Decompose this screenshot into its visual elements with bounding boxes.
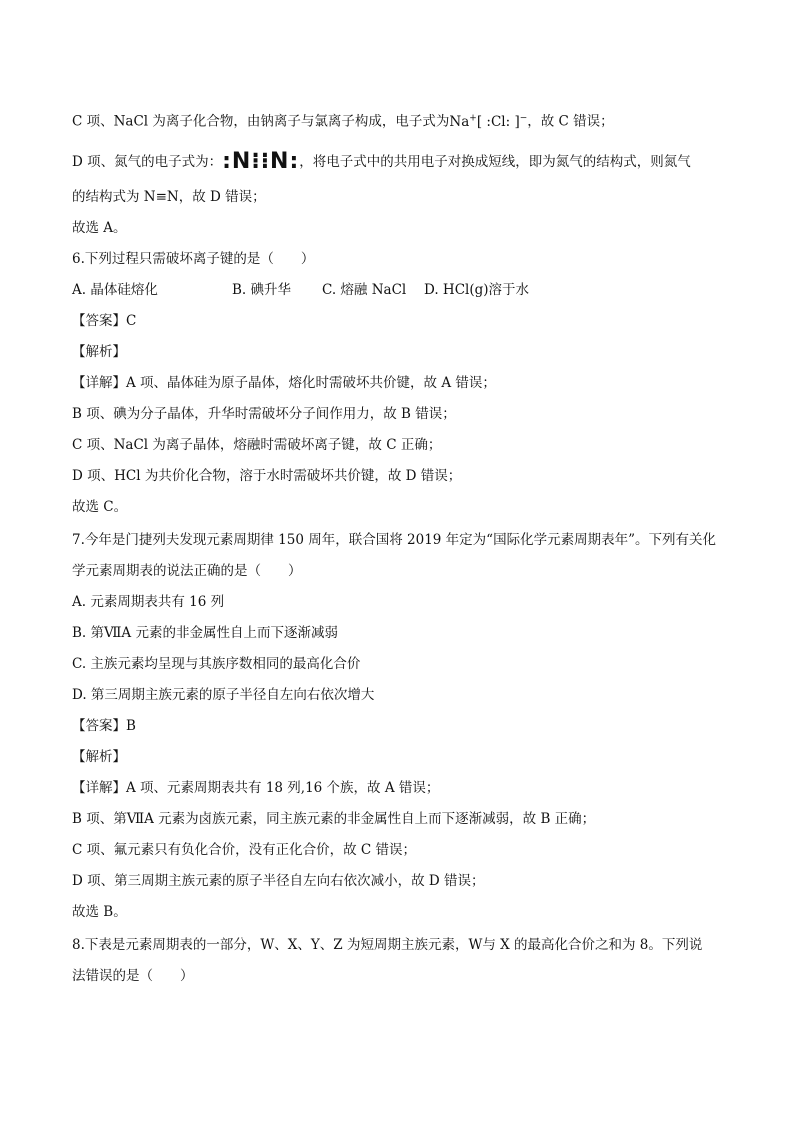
- text: ，故 C 错误；: [527, 113, 614, 130]
- question-6: 6.下列过程只需破坏离子键的是（ ）: [72, 251, 315, 267]
- text-line: 故选 C。: [72, 499, 128, 515]
- text-line: B 项、第ⅦA 元素为卤族元素，同主族元素的非金属性自上而下逐渐减弱，故 B 正确；: [72, 811, 596, 827]
- text-line: 【详解】A 项、元素周期表共有 18 列,16 个族，故 A 错误；: [72, 780, 440, 796]
- na-charge: +: [469, 113, 477, 123]
- text: ，将电子式中的共用电子对换成短线，即为氮气的结构式，则氮气: [299, 154, 691, 170]
- option-a: A. 元素周期表共有 16 列: [72, 594, 225, 610]
- cl-charge: −: [519, 113, 528, 123]
- text-line: 【详解】A 项、晶体硅为原子晶体，熔化时需破坏共价键，故 A 错误；: [72, 375, 496, 391]
- paragraph-n2-d: [72, 150, 691, 172]
- option-b: B. 第ⅦA 元素的非金属性自上而下逐渐减弱: [72, 625, 338, 641]
- text-line: D 项、第三周期主族元素的原子半径自左向右依次减小，故 D 错误；: [72, 873, 485, 889]
- text-line: 法错误的是（ ）: [72, 968, 194, 984]
- option-d: D. 第三周期主族元素的原子半径自左向右依次增大: [72, 687, 375, 703]
- text: C 项、NaCl 为离子化合物，由钠离子与氯离子构成，电子式为: [72, 113, 450, 130]
- text-line: 故选 B。: [72, 904, 127, 920]
- n2-electron-formula: :N⁝⁝N:: [222, 149, 300, 174]
- text-line: 故选 A。: [72, 220, 127, 236]
- text-line: B 项、碘为分子晶体，升华时需破坏分子间作用力，故 B 错误；: [72, 406, 456, 422]
- right-bracket: ]: [510, 113, 520, 130]
- nacl-electron-formula: [449, 114, 527, 130]
- option-c: C. 熔融 NaCl: [322, 282, 407, 298]
- text-line: C 项、NaCl 为离子晶体，熔融时需破坏离子键，故 C 正确；: [72, 437, 442, 453]
- text-line: 学元素周期表的说法正确的是（ ）: [72, 563, 302, 579]
- option-c: C. 主族元素均呈现与其族序数相同的最高化合价: [72, 656, 361, 672]
- text-line: C 项、氟元素只有负化合价，没有正化合价，故 C 错误；: [72, 842, 417, 858]
- text-line: D 项、HCl 为共价化合物，溶于水时需破坏共价键，故 D 错误；: [72, 468, 462, 484]
- option-d: D. HCl(g)溶于水: [424, 282, 530, 298]
- question-8: 8.下表是元素周期表的一部分，W、X、Y、Z 为短周期主族元素，W与 X 的最高化合价之和为 8。下列说: [72, 937, 703, 953]
- na-symbol: Na: [449, 113, 470, 130]
- option-a: A. 晶体硅熔化: [72, 282, 158, 298]
- text-line: 的结构式为 N≡N，故 D 错误；: [72, 189, 266, 205]
- analysis-label: 【解析】: [72, 749, 126, 765]
- left-bracket: [: [476, 113, 487, 130]
- cl-symbol: :Cl:: [486, 113, 511, 130]
- question-7: 7.今年是门捷列夫发现元素周期律 150 周年，联合国将 2019 年定为“国际化学元素周期表年”。下列有关化: [72, 532, 716, 548]
- option-b: B. 碘升华: [232, 282, 292, 298]
- analysis-label: 【解析】: [72, 344, 126, 360]
- paragraph-nacl-c: [72, 108, 614, 132]
- text: D 项、氮气的电子式为：: [72, 154, 223, 170]
- answer-label: 【答案】B: [72, 718, 136, 734]
- answer-label: 【答案】C: [72, 313, 137, 329]
